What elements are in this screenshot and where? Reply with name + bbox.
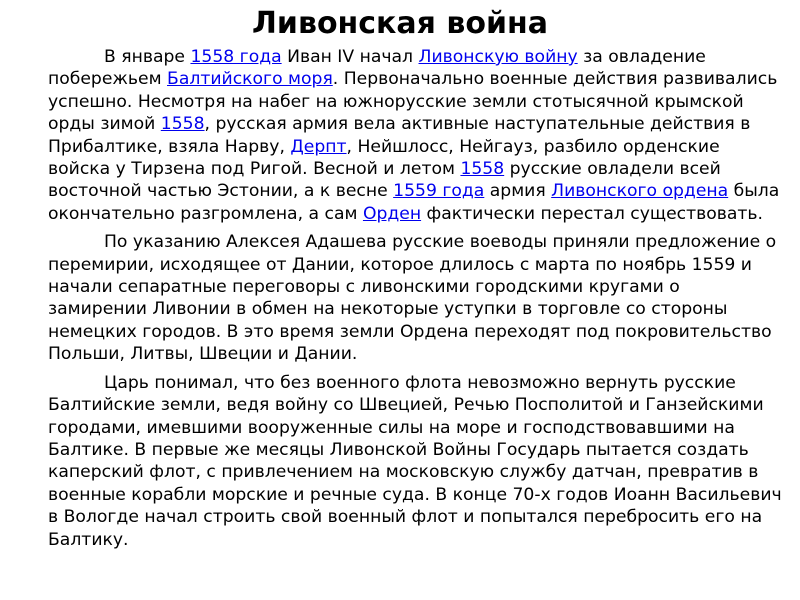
paragraph	[48, 372, 782, 551]
inline-link[interactable]: 1558	[160, 114, 205, 135]
paragraph	[48, 46, 782, 225]
text-segment: армия	[484, 181, 552, 202]
inline-link[interactable]: Дерпт	[290, 136, 347, 157]
text-segment: за овладение побережьем	[48, 47, 706, 90]
text-segment: По указанию Алексея Адашева русские воеводы приняли предложение о перемирии, исходящее от Дании, которое длилось с марта по ноябрь 1559 и начали сепаратные переговоры с ливонскими городскими кругами о замирении Ливонии в обмен на некоторые уступки в торговле со стороны немецких городов. В это время земли Ордена переходят под покровительство Польши, Литвы, Швеции и Дании.	[48, 232, 777, 365]
inline-link[interactable]: 1558 года	[190, 47, 282, 67]
article-body	[48, 46, 782, 557]
text-segment: Иван IV начал	[281, 47, 419, 67]
text-segment: , русская армия вела активные наступательные действия в Прибалтике, взяла Нарву,	[48, 114, 751, 157]
inline-link[interactable]: Ливонскую войну	[418, 47, 578, 67]
text-segment: В январе	[104, 47, 191, 67]
inline-link[interactable]: 1559 года	[393, 181, 485, 202]
inline-link[interactable]: Орден	[362, 203, 422, 224]
text-segment: была окончательно разгромлена, а сам	[48, 181, 780, 224]
inline-link[interactable]: Ливонского ордена	[551, 181, 729, 202]
inline-link[interactable]: Балтийского моря	[167, 69, 333, 90]
text-segment: фактически перестал существовать.	[421, 203, 764, 224]
paragraph	[48, 231, 782, 365]
text-segment: русские овладели всей восточной частью Эстонии, а к весне	[48, 159, 721, 202]
inline-link[interactable]: 1558	[460, 159, 505, 180]
text-segment: . Первоначально военные действия развивались успешно. Несмотря на набег на южнорусские земли стотысячной крымской орды зимой	[48, 69, 778, 135]
text-segment: Царь понимал, что без военного флота невозможно вернуть русские Балтийские земли, ведя войну со Швецией, Речью Посполитой и Ганзейскими городами, имевшими вооруженные силы на море и господствовавшими на Балтике. В первые же месяцы Ливонской Войны Государь пытается создать каперский флот, с привлечением на московскую службу датчан, превратив в военные корабли морские и речные суда. В конце 70-х годов Иоанн Васильевич в Вологде начал строить свой военный флот и попытался перебросить его на Балтику.	[48, 372, 782, 550]
text-segment: , Нейшлосс, Нейгауз, разбило орденские войска у Тирзена под Ригой. Весной и летом	[48, 136, 720, 180]
page-title: Ливонская война	[252, 6, 548, 41]
